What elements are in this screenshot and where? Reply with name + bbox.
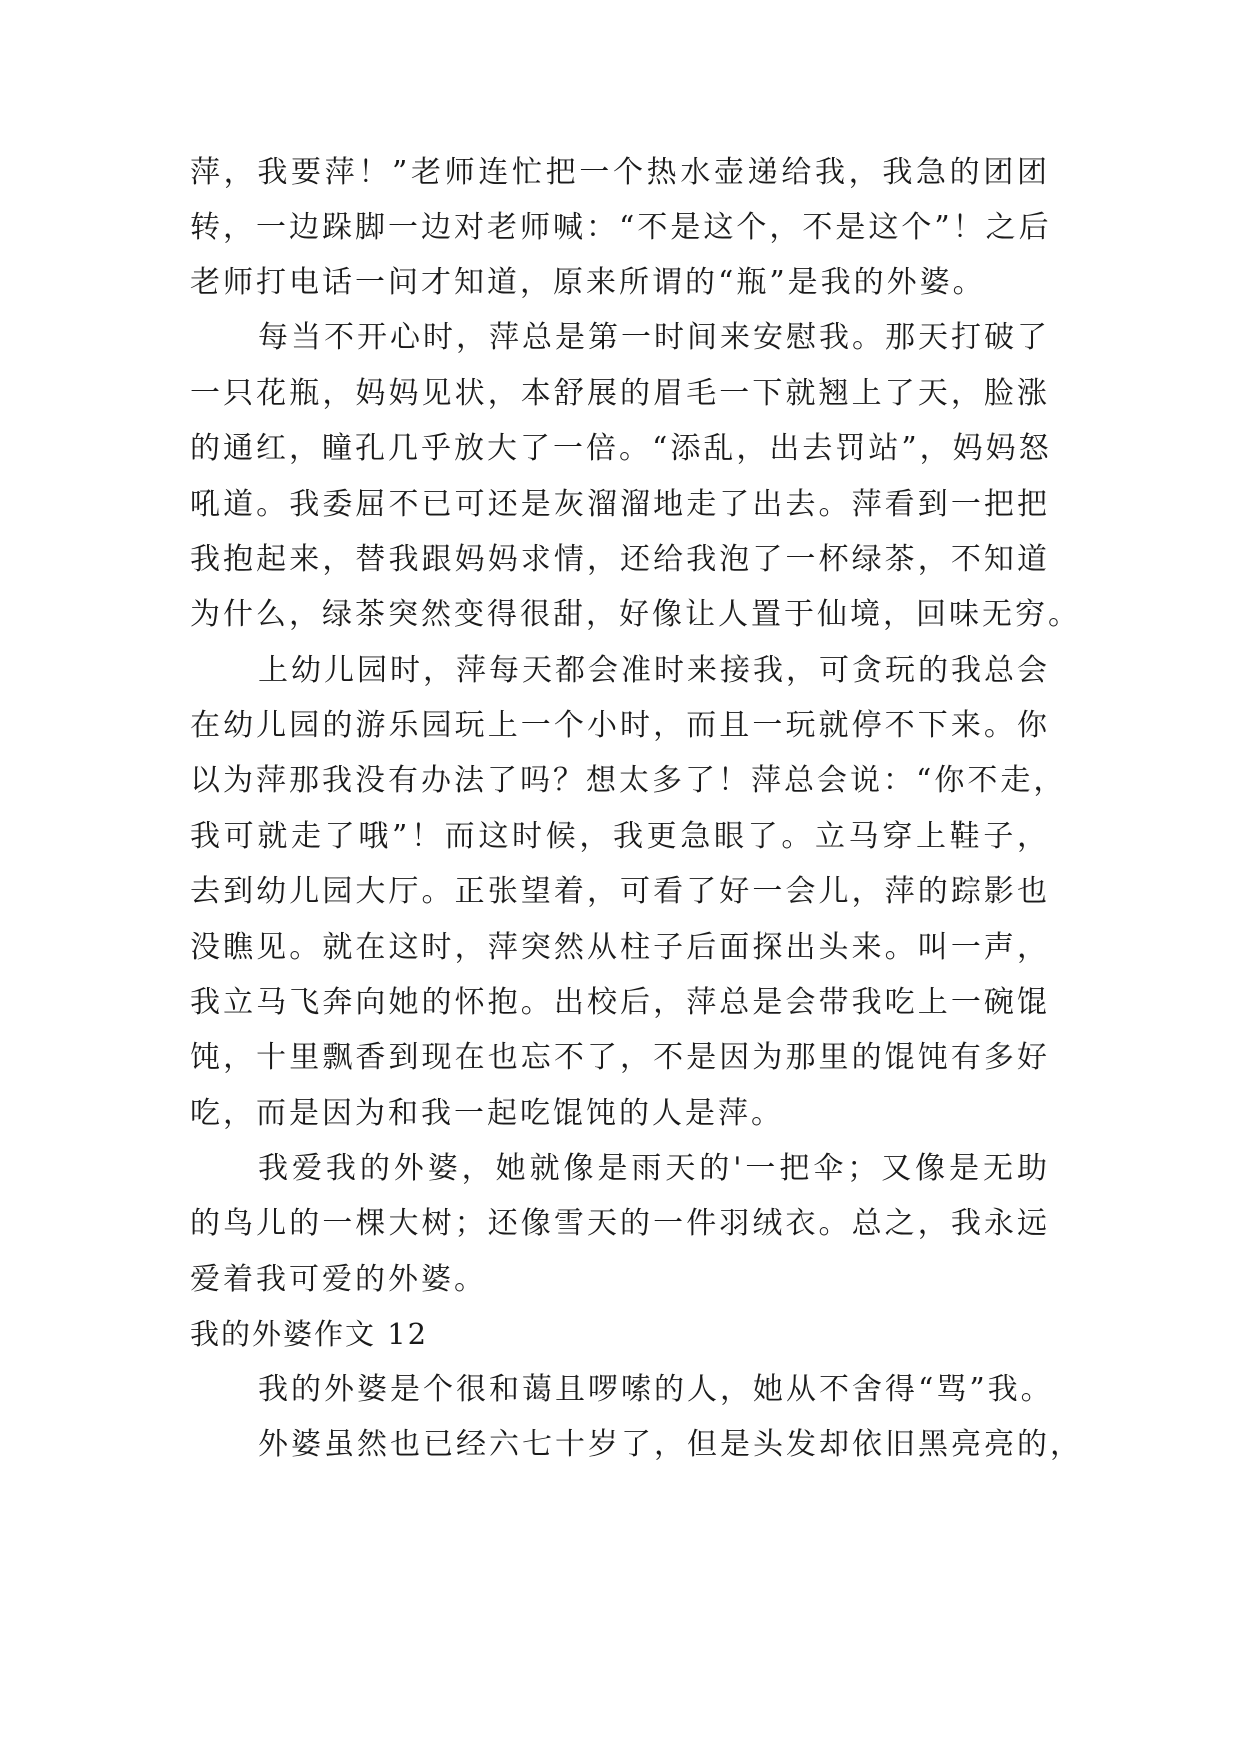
paragraph-3-line-6: 没瞧见。就在这时，萍突然从柱子后面探出头来。叫一声， xyxy=(190,930,1050,965)
paragraph-2-line-2: 一只花瓶，妈妈见状，本舒展的眉毛一下就翘上了天，脸涨 xyxy=(190,376,1050,411)
paragraph-1-line-3: 老师打电话一问才知道，原来所谓的“瓶”是我的外婆。 xyxy=(190,265,986,300)
paragraph-4-line-1: 我爱我的外婆，她就像是雨天的'一把伞；又像是无助 xyxy=(258,1151,1050,1186)
paragraph-1-line-2: 转，一边跺脚一边对老师喊：“不是这个，不是这个”！之后 xyxy=(190,210,1052,245)
paragraph-3-line-7: 我立马飞奔向她的怀抱。出校后，萍总是会带我吃上一碗馄 xyxy=(190,985,1050,1020)
paragraph-3-line-3: 以为萍那我没有办法了吗？想太多了！萍总会说：“你不走， xyxy=(190,763,1067,798)
paragraph-4-line-3: 爱着我可爱的外婆。 xyxy=(190,1262,487,1297)
paragraph-3-line-5: 去到幼儿园大厅。正张望着，可看了好一会儿，萍的踪影也 xyxy=(190,874,1050,909)
paragraph-5-line-1: 我的外婆是个很和蔼且啰嗦的人，她从不舍得“骂”我。 xyxy=(258,1372,1054,1407)
paragraph-3-line-4: 我可就走了哦”！而这时候，我更急眼了。立马穿上鞋子， xyxy=(190,819,1050,854)
paragraph-3-line-2: 在幼儿园的游乐园玩上一个小时，而且一玩就停不下来。你 xyxy=(190,708,1050,743)
paragraph-6-line-1: 外婆虽然也已经六七十岁了，但是头发却依旧黑亮亮的， xyxy=(258,1427,1083,1462)
paragraph-2-line-5: 我抱起来，替我跟妈妈求情，还给我泡了一杯绿茶，不知道 xyxy=(190,542,1050,577)
paragraph-4-line-2: 的鸟儿的一棵大树；还像雪天的一件羽绒衣。总之，我永远 xyxy=(190,1206,1050,1241)
paragraph-2-line-6: 为什么，绿茶突然变得很甜，好像让人置于仙境，回味无穷。 xyxy=(190,597,1081,632)
paragraph-3-line-8: 饨，十里飘香到现在也忘不了，不是因为那里的馄饨有多好 xyxy=(190,1040,1050,1075)
paragraph-3-line-1: 上幼儿园时，萍每天都会准时来接我，可贪玩的我总会 xyxy=(258,653,1050,688)
paragraph-3-line-9: 吃，而是因为和我一起吃馄饨的人是萍。 xyxy=(190,1096,784,1131)
paragraph-2-line-4: 吼道。我委屈不已可还是灰溜溜地走了出去。萍看到一把把 xyxy=(190,487,1050,522)
paragraph-1-line-1: 萍，我要萍！”老师连忙把一个热水壶递给我，我急的团团 xyxy=(190,155,1050,190)
paragraph-2-line-3: 的通红，瞳孔几乎放大了一倍。“添乱，出去罚站”，妈妈怒 xyxy=(190,431,1052,466)
section-heading: 我的外婆作文 12 xyxy=(190,1317,429,1351)
paragraph-2-line-1: 每当不开心时，萍总是第一时间来安慰我。那天打破了 xyxy=(258,320,1050,355)
